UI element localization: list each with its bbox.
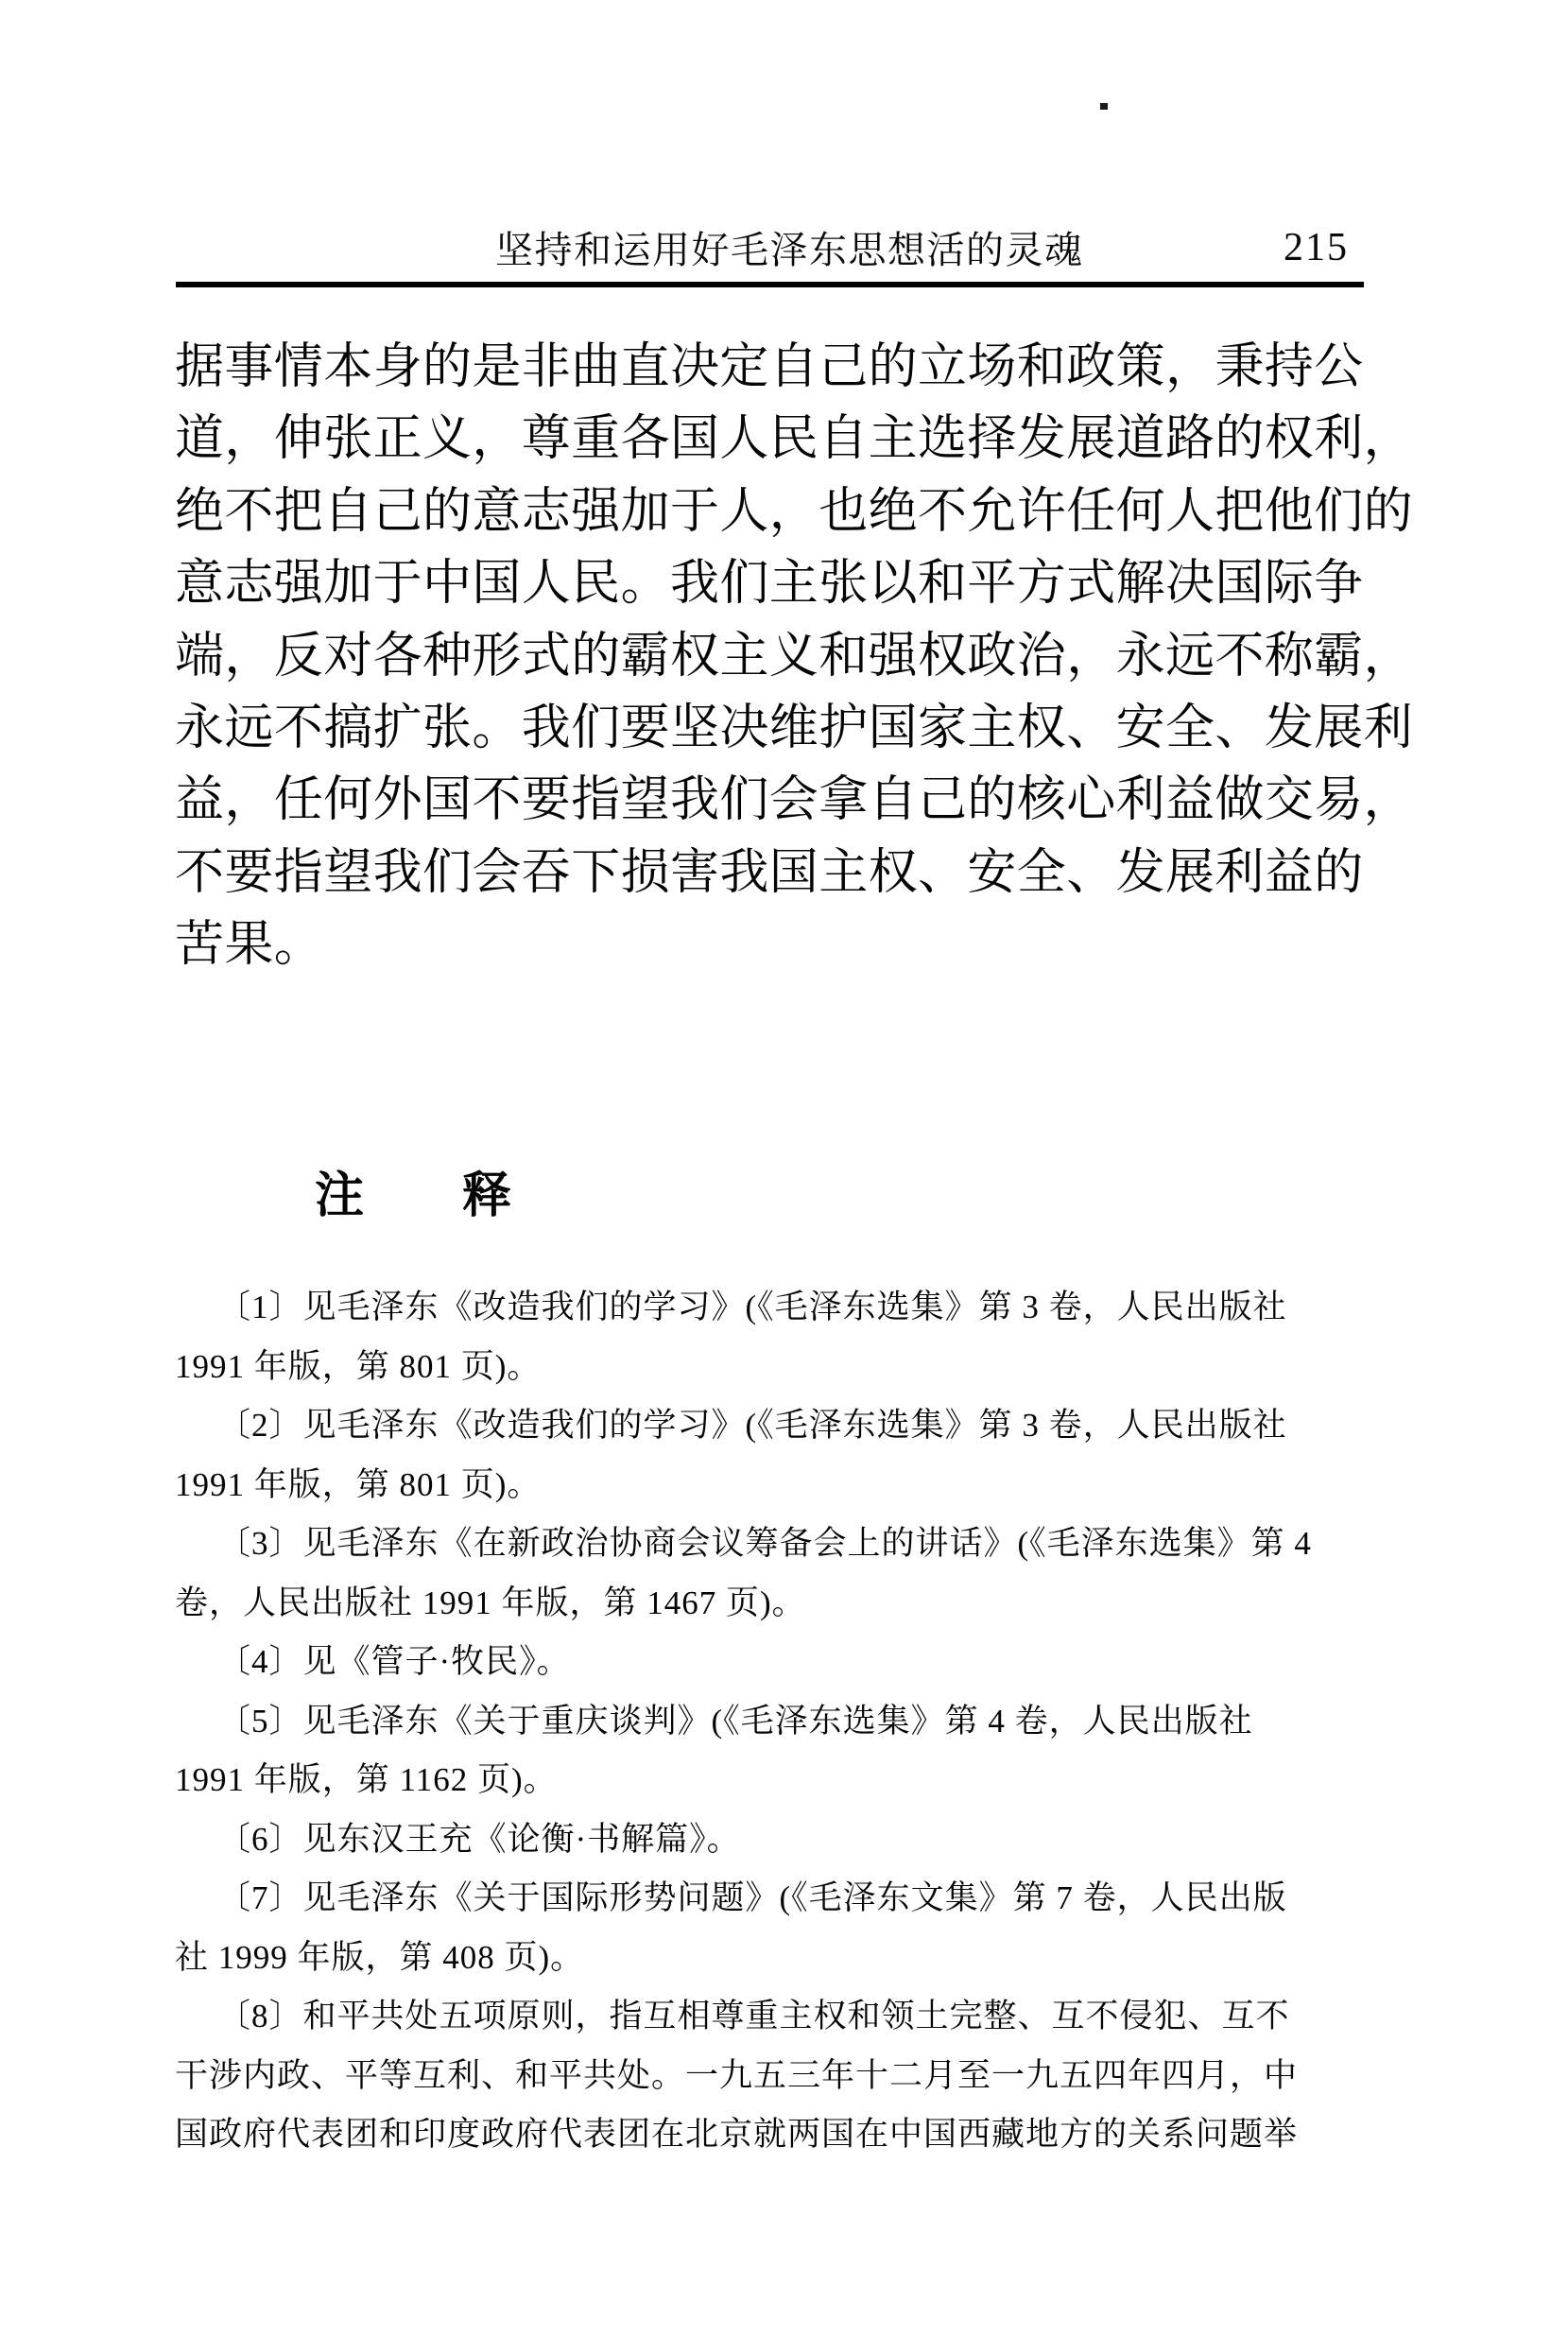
note-line-1: 〔1〕见毛泽东《改造我们的学习》(《毛泽东选集》第 3 卷，人民出版社 — [217, 1289, 1287, 1325]
note-line-8-cont: 干涉内政、平等互利、和平共处。一九五三年十二月至一九五四年四月，中 — [175, 2056, 1299, 2094]
note-line-3-cont: 卷，人民出版社 1991 年版，第 1467 页)。 — [175, 1584, 806, 1621]
note-line-7: 〔7〕见毛泽东《关于国际形势问题》(《毛泽东文集》第 7 卷，人民出版 — [217, 1879, 1287, 1916]
note-line-7-cont: 社 1999 年版，第 408 页)。 — [175, 1938, 585, 1976]
body-line: 永远不搞扩张。我们要坚决维护国家主权、安全、发展利 — [175, 701, 1414, 756]
note-line-6: 〔6〕见东汉王充《论衡·书解篇》。 — [217, 1820, 741, 1858]
body-line: 苦果。 — [175, 918, 324, 973]
note-line-2: 〔2〕见毛泽东《改造我们的学习》(《毛泽东选集》第 3 卷，人民出版社 — [217, 1407, 1287, 1444]
body-line: 道，伸张正义，尊重各国人民自主选择发展道路的权利， — [175, 412, 1414, 467]
note-line-2-cont: 1991 年版，第 801 页)。 — [175, 1465, 542, 1503]
note-line-1-cont: 1991 年版，第 801 页)。 — [175, 1347, 542, 1385]
body-line: 绝不把自己的意志强加于人，也绝不允许任何人把他们的 — [175, 484, 1414, 539]
body-line: 据事情本身的是非曲直决定自己的立场和政策，秉持公 — [175, 340, 1364, 394]
note-line-5-cont: 1991 年版，第 1162 页)。 — [175, 1761, 558, 1798]
notes-section — [175, 1278, 1368, 2165]
page-number: 215 — [1284, 226, 1349, 269]
body-line: 端，反对各种形式的霸权主义和强权政治，永远不称霸， — [175, 629, 1414, 684]
note-line-8-cont: 国政府代表团和印度政府代表团在北京就两国在中国西藏地方的关系问题举 — [175, 2116, 1299, 2153]
note-line-4: 〔4〕见《管子·牧民》。 — [217, 1643, 571, 1680]
note-line-3: 〔3〕见毛泽东《在新政治协商会议筹备会上的讲话》(《毛泽东选集》第 4 — [217, 1525, 1312, 1562]
running-header-title: 坚持和运用好毛泽东思想活的灵魂 — [495, 229, 1084, 271]
body-paragraph — [175, 332, 1414, 982]
notes-heading: 注 释 — [315, 1168, 512, 1223]
body-line: 不要指望我们会吞下损害我国主权、安全、发展利益的 — [175, 845, 1364, 900]
body-line: 益，任何外国不要指望我们会拿自己的核心利益做交易， — [175, 773, 1414, 828]
body-line: 意志强加于中国人民。我们主张以和平方式解决国际争 — [175, 557, 1364, 612]
scan-artifact-dot — [1100, 103, 1108, 110]
note-line-5: 〔5〕见毛泽东《关于重庆谈判》(《毛泽东选集》第 4 卷，人民出版社 — [217, 1702, 1253, 1740]
header-rule — [176, 282, 1364, 287]
note-line-8: 〔8〕和平共处五项原则，指互相尊重主权和领土完整、互不侵犯、互不 — [217, 1998, 1290, 2034]
